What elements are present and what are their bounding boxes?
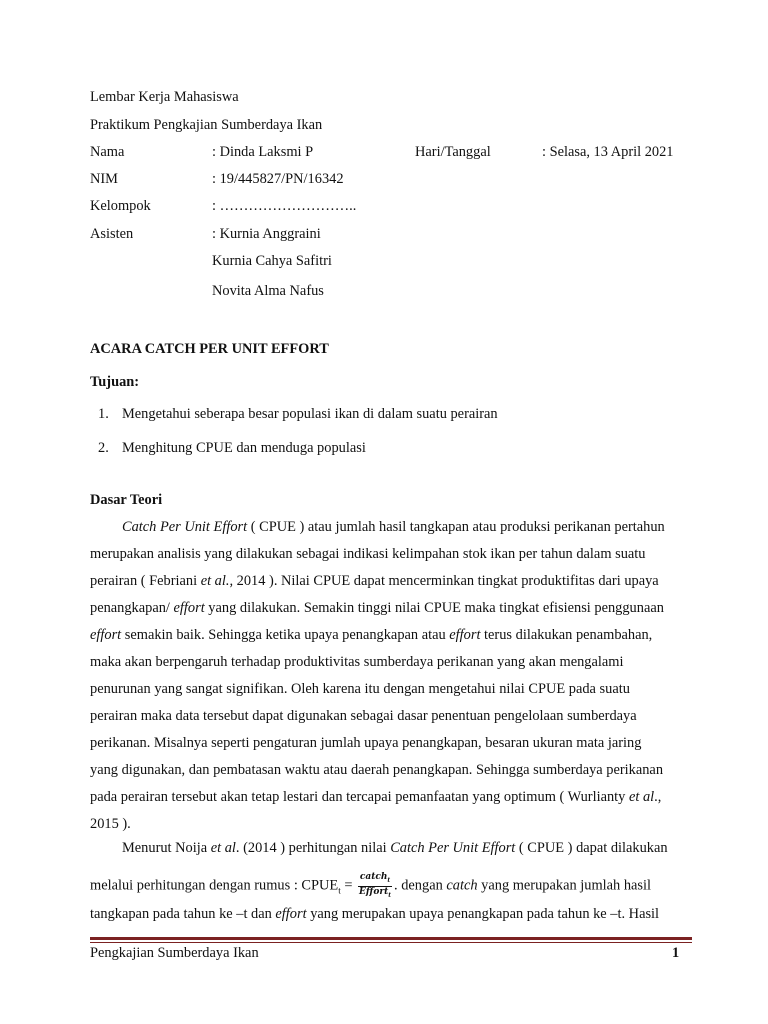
- label-nim: NIM: [90, 171, 118, 187]
- italic-term: effort: [275, 906, 307, 922]
- fraction-subscript: t: [387, 876, 391, 884]
- italic-term: Catch Per Unit Effort: [390, 840, 516, 856]
- text-run: maka akan berpengaruh terhadap produktivitas sumberdaya perikanan yang akan mengalami: [90, 654, 624, 670]
- tujuan-item-2-number: 2.: [98, 440, 109, 456]
- tujuan-item-2-text: Menghitung CPUE dan menduga populasi: [122, 440, 366, 456]
- paragraph-1-line: [90, 626, 692, 644]
- italic-term: et al: [210, 840, 236, 856]
- formula-lead-text: melalui perhitungan dengan rumus : CPUE: [90, 877, 339, 894]
- paragraph-1-line: [90, 707, 692, 725]
- italic-term: effort: [173, 600, 205, 616]
- italic-term: et al: [628, 789, 655, 805]
- text-run: ( CPUE ) atau jumlah hasil tangkapan atau produksi perikanan pertahun: [247, 519, 665, 535]
- footer-rule-thick: [90, 937, 692, 940]
- italic-term: Catch Per Unit Effort: [122, 519, 248, 535]
- fraction-subscript: t: [388, 891, 392, 899]
- value-nama: : Dinda Laksmi P: [212, 144, 314, 160]
- label-hari-tanggal: Hari/Tanggal: [415, 144, 491, 160]
- formula-trailing-text: yang merupakan jumlah hasil: [477, 877, 652, 894]
- paragraph-1-line: [122, 518, 692, 536]
- italic-term: effort: [449, 627, 481, 643]
- text-run: terus dilakukan penambahan,: [480, 627, 653, 643]
- text-run: . (2014 ) perhitungan nilai: [235, 840, 391, 856]
- tujuan-item-1-number: 1.: [98, 406, 109, 422]
- text-run: yang dilakukan. Semakin tinggi nilai CPUE maka tingkat efisiensi penggunaan: [204, 600, 664, 616]
- catch-term: catch: [446, 877, 478, 894]
- paragraph-1-line: [90, 599, 692, 617]
- paragraph-1-line: [90, 572, 692, 590]
- value-asisten-1: : Kurnia Anggraini: [212, 226, 321, 242]
- text-run: perairan maka data tersebut dapat digunakan sebagai dasar penentuan pengelolaan sumberdaya: [90, 708, 637, 724]
- paragraph-1-line: [90, 734, 692, 752]
- cpue-formula-fraction: [358, 872, 392, 901]
- paragraph-1-last-line: 2015 ).: [90, 816, 131, 832]
- formula-mid-text: . dengan: [394, 877, 447, 894]
- italic-term: effort: [90, 627, 122, 643]
- header-line-1: Lembar Kerja Mahasiswa: [90, 89, 239, 105]
- text-run: .,: [654, 789, 662, 805]
- value-hari-tanggal: : Selasa, 13 April 2021: [542, 144, 674, 160]
- formula-denominator: Effort$_t$: [359, 886, 392, 899]
- paragraph-1-line: [90, 788, 692, 806]
- paragraph-1-line: [90, 653, 692, 671]
- text-run: penangkapan/: [90, 600, 174, 616]
- value-asisten-2: Kurnia Cahya Safitri: [212, 253, 332, 269]
- tujuan-item-1-text: Mengetahui seberapa besar populasi ikan di dalam suatu perairan: [122, 406, 498, 422]
- text-run: yang digunakan, dan pembatasan waktu atau daerah penangkapan. Sehingga sumberdaya perikanan: [90, 762, 664, 778]
- text-run: merupakan analisis yang dilakukan sebagai indikasi kelimpahan stok ikan per tahun dalam suatu: [90, 546, 646, 562]
- text-run: yang merupakan upaya penangkapan pada tahun ke –t. Hasil: [306, 906, 660, 922]
- paragraph-2-line-3: [90, 905, 692, 923]
- formula-equals: =: [340, 877, 357, 894]
- paragraph-1-line: [90, 545, 692, 563]
- page-number: 1: [672, 945, 680, 961]
- text-run: tangkapan pada tahun ke –t dan: [90, 906, 276, 922]
- footer-rule-thin: [90, 942, 692, 943]
- value-asisten-3: Novita Alma Nafus: [212, 283, 324, 299]
- paragraph-1-line: [90, 680, 692, 698]
- tujuan-heading: Tujuan:: [90, 374, 140, 390]
- text-run: perairan ( Febriani: [90, 573, 201, 589]
- footer-title: Pengkajian Sumberdaya Ikan: [90, 945, 259, 961]
- value-nim: : 19/445827/PN/16342: [212, 171, 344, 187]
- italic-term: et al.,: [200, 573, 234, 589]
- text-run: 2014 ). Nilai CPUE dapat mencerminkan tingkat produktifitas dari upaya: [233, 573, 659, 589]
- header-line-2: Praktikum Pengkajian Sumberdaya Ikan: [90, 117, 323, 133]
- label-nama: Nama: [90, 144, 125, 160]
- text-run: perikanan. Misalnya seperti pengaturan jumlah upaya penangkapan, besaran ukuran mata jaring: [90, 735, 642, 751]
- label-kelompok: Kelompok: [90, 198, 151, 214]
- paragraph-2-line-2: [90, 872, 692, 901]
- text-run: penurunan yang sangat signifikan. Oleh karena itu dengan mengetahui nilai CPUE pada suatu: [90, 681, 630, 697]
- acara-title: ACARA CATCH PER UNIT EFFORT: [90, 341, 329, 357]
- value-kelompok: : ………………………..: [212, 198, 357, 214]
- text-run: semakin baik. Sehingga ketika upaya penangkapan atau: [121, 627, 450, 643]
- dasar-teori-heading: Dasar Teori: [90, 492, 163, 508]
- paragraph-2-line-1: [122, 839, 692, 857]
- text-run: pada perairan tersebut akan tetap lestari dan tercapai pemanfaatan yang optimum ( Wurlianty: [90, 789, 629, 805]
- formula-numerator: catch$_t$: [358, 872, 392, 887]
- formula-subscript: t: [338, 885, 341, 896]
- text-run: Menurut Noija: [122, 840, 211, 856]
- paragraph-1-line: [90, 761, 692, 779]
- label-asisten: Asisten: [90, 226, 134, 242]
- text-run: ( CPUE ) dapat dilakukan: [515, 840, 668, 856]
